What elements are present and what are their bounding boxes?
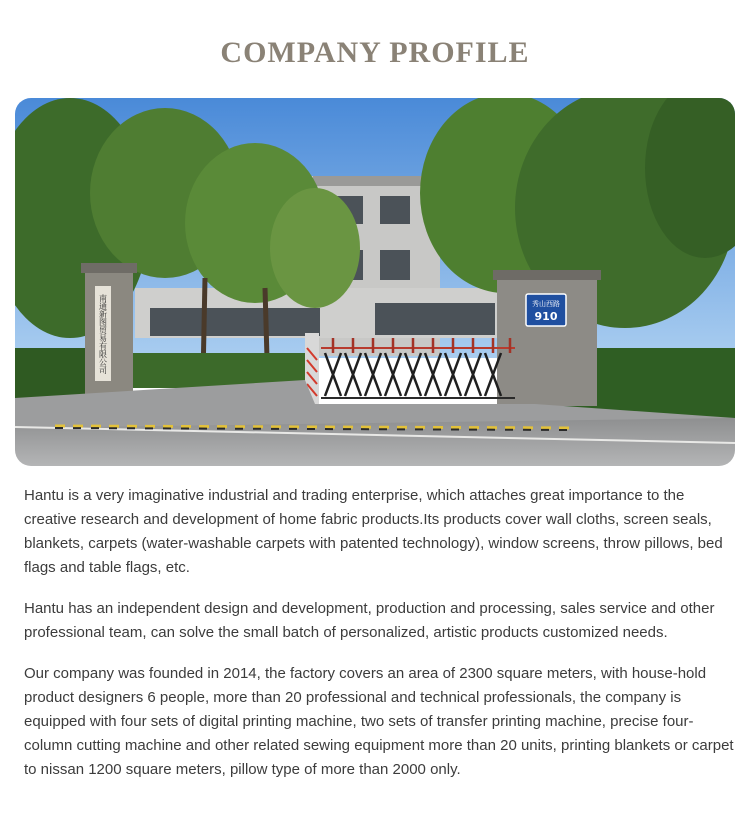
company-gate-photo bbox=[15, 98, 735, 466]
paragraph-facilities: Our company was founded in 2014, the factory covers an area of 2300 square meters, with house-hold product designers 6 people, more than 20 professional and technical professionals, the company is equipped with four sets of digital printing machine, two sets of transfer printing machine, precise four-column cutting machine and other related sewing equipment more than 20 units, printing blankets or carpet to nissan 1200 square meters, pillow type of more than 2000 only. bbox=[24, 665, 734, 778]
paragraph-intro: Hantu is a very imaginative industrial and trading enterprise, which attaches great importance to the creative research and development of home fabric products.Its products cover wall cloths, screen seals, blankets, carpets (water-washable carpets with patented technology), window screens, throw pillows, bed flags and table flags, etc. bbox=[24, 487, 723, 576]
road-sign-name: 秀山西路 bbox=[532, 300, 560, 308]
road-sign-number: 910 bbox=[534, 310, 558, 323]
pillar-plaque-text: 南通新图贸易有限公司 bbox=[98, 294, 108, 374]
company-description bbox=[24, 484, 736, 799]
paragraph-team: Hantu has an independent design and development, production and processing, sales service and other professional team, can solve the small batch of personalized, artistic products customized needs. bbox=[24, 600, 715, 641]
page-title: COMPANY PROFILE bbox=[220, 36, 530, 69]
